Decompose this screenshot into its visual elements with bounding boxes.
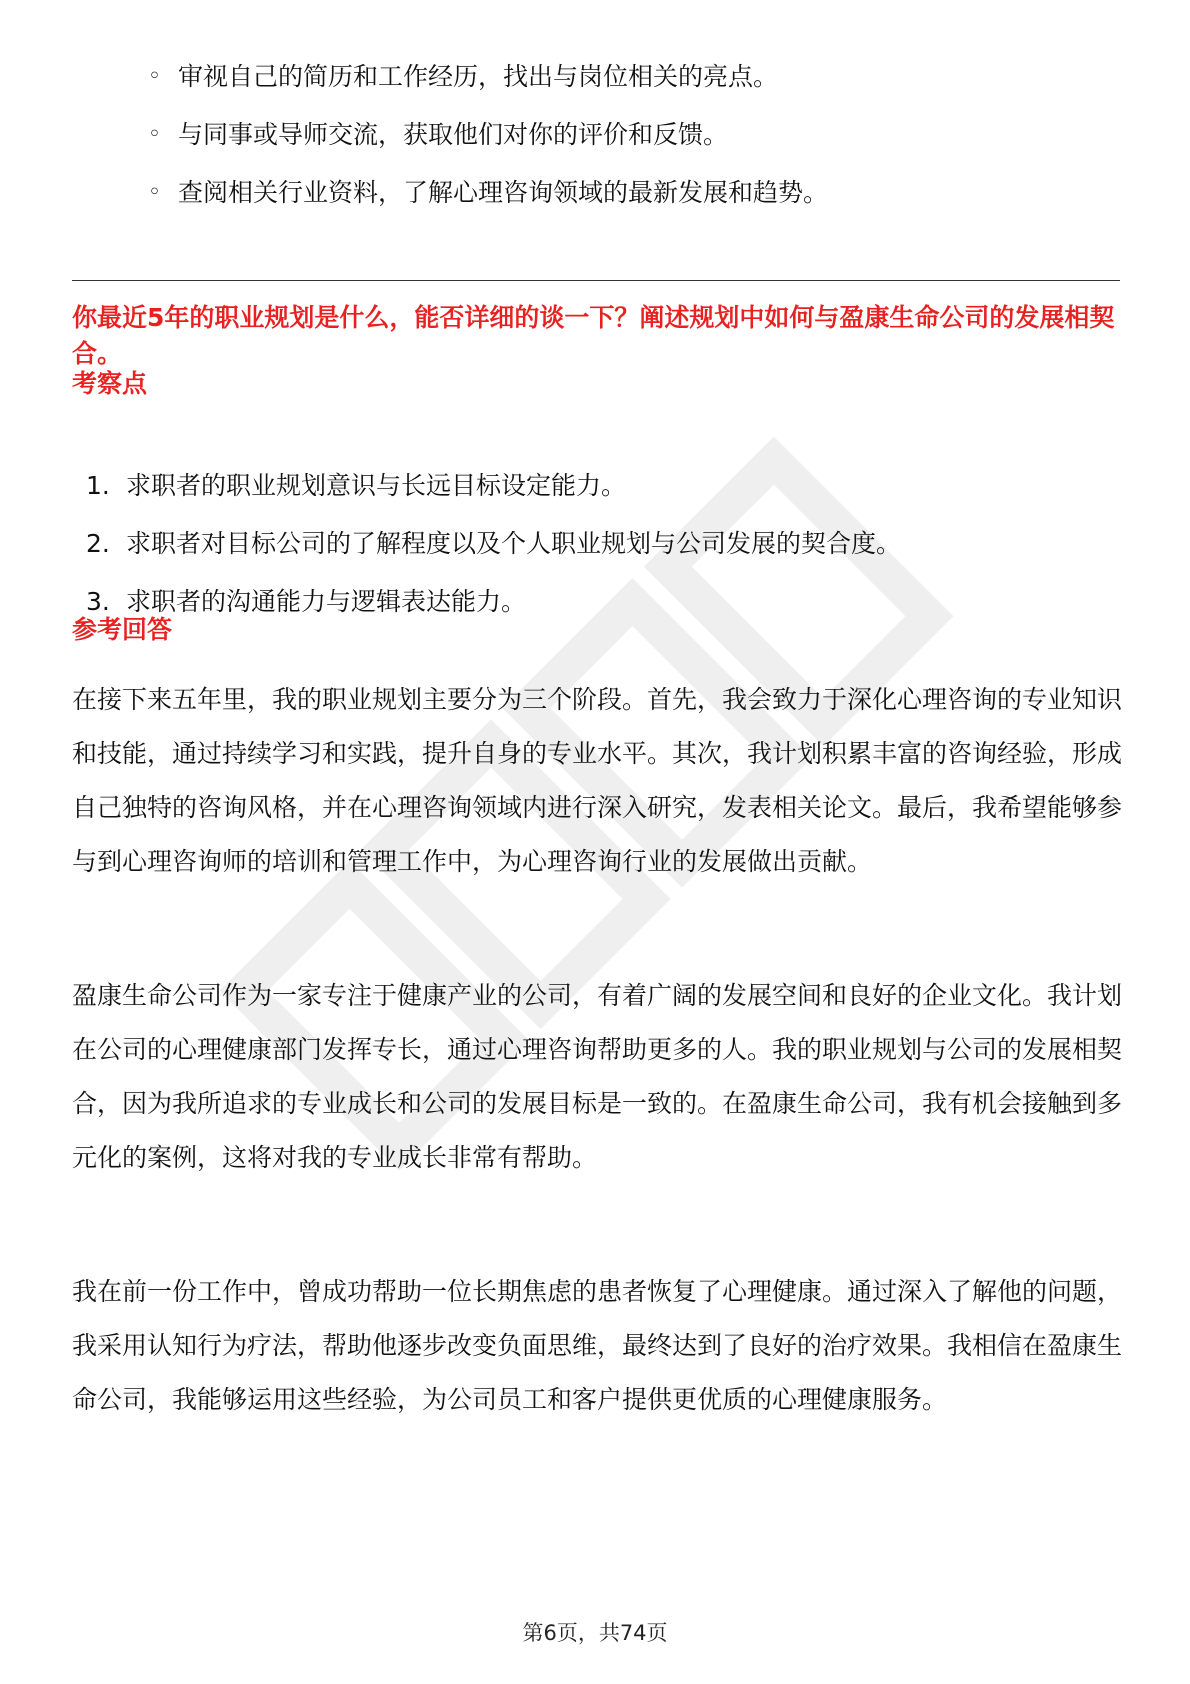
examine-points-heading: 考察点 bbox=[72, 369, 148, 398]
list-item: ◦ 与同事或导师交流，获取他们对你的评价和反馈。 bbox=[148, 116, 1128, 154]
list-item: 2. 求职者对目标公司的了解程度以及个人职业规划与公司发展的契合度。 bbox=[86, 529, 902, 558]
bullet-marker: ◦ bbox=[148, 180, 161, 205]
bullet-marker: ◦ bbox=[148, 122, 161, 147]
bullet-marker: ◦ bbox=[148, 64, 161, 89]
section-divider bbox=[72, 280, 1120, 281]
list-item: 1. 求职者的职业规划意识与长远目标设定能力。 bbox=[86, 471, 627, 500]
list-item: 3. 求职者的沟通能力与逻辑表达能力。 bbox=[86, 587, 527, 616]
answer-paragraph: 在接下来五年里，我的职业规划主要分为三个阶段。首先，我会致力于深化心理咨询的专业知识和技能，通过持续学习和实践，提升自身的专业水平。其次，我计划积累丰富的咨询经验，形成自己独特的咨询风格，并在心理咨询领域内进行深入研究，发表相关论文。最后，我希望能够参与到心理咨询师的培训和管理工作中，为心理咨询行业的发展做出贡献。 bbox=[72, 685, 1123, 876]
answer-paragraph: 我在前一份工作中，曾成功帮助一位长期焦虑的患者恢复了心理健康。通过深入了解他的问题，我采用认知行为疗法，帮助他逐步改变负面思维，最终达到了良好的治疗效果。我相信在盈康生命公司，我能够运用这些经验，为公司员工和客户提供更优质的心理健康服务。 bbox=[72, 1277, 1123, 1414]
bullet-list bbox=[148, 58, 1128, 232]
reference-answer-heading: 参考回答 bbox=[72, 615, 173, 644]
question-heading: 你最近5年的职业规划是什么，能否详细的谈一下？阐述规划中如何与盈康生命公司的发展相契合。 bbox=[72, 303, 1115, 368]
list-item: ◦ 查阅相关行业资料，了解心理咨询领域的最新发展和趋势。 bbox=[148, 174, 1128, 212]
list-item: ◦ 审视自己的简历和工作经历，找出与岗位相关的亮点。 bbox=[148, 58, 1128, 96]
page-number: 第6页，共74页 bbox=[522, 1621, 668, 1645]
answer-paragraph: 盈康生命公司作为一家专注于健康产业的公司，有着广阔的发展空间和良好的企业文化。我计划在公司的心理健康部门发挥专长，通过心理咨询帮助更多的人。我的职业规划与公司的发展相契合，因为我所追求的专业成长和公司的发展目标是一致的。在盈康生命公司，我有机会接触到多元化的案例，这将对我的专业成长非常有帮助。 bbox=[72, 981, 1123, 1172]
examine-points-list bbox=[86, 468, 1116, 642]
